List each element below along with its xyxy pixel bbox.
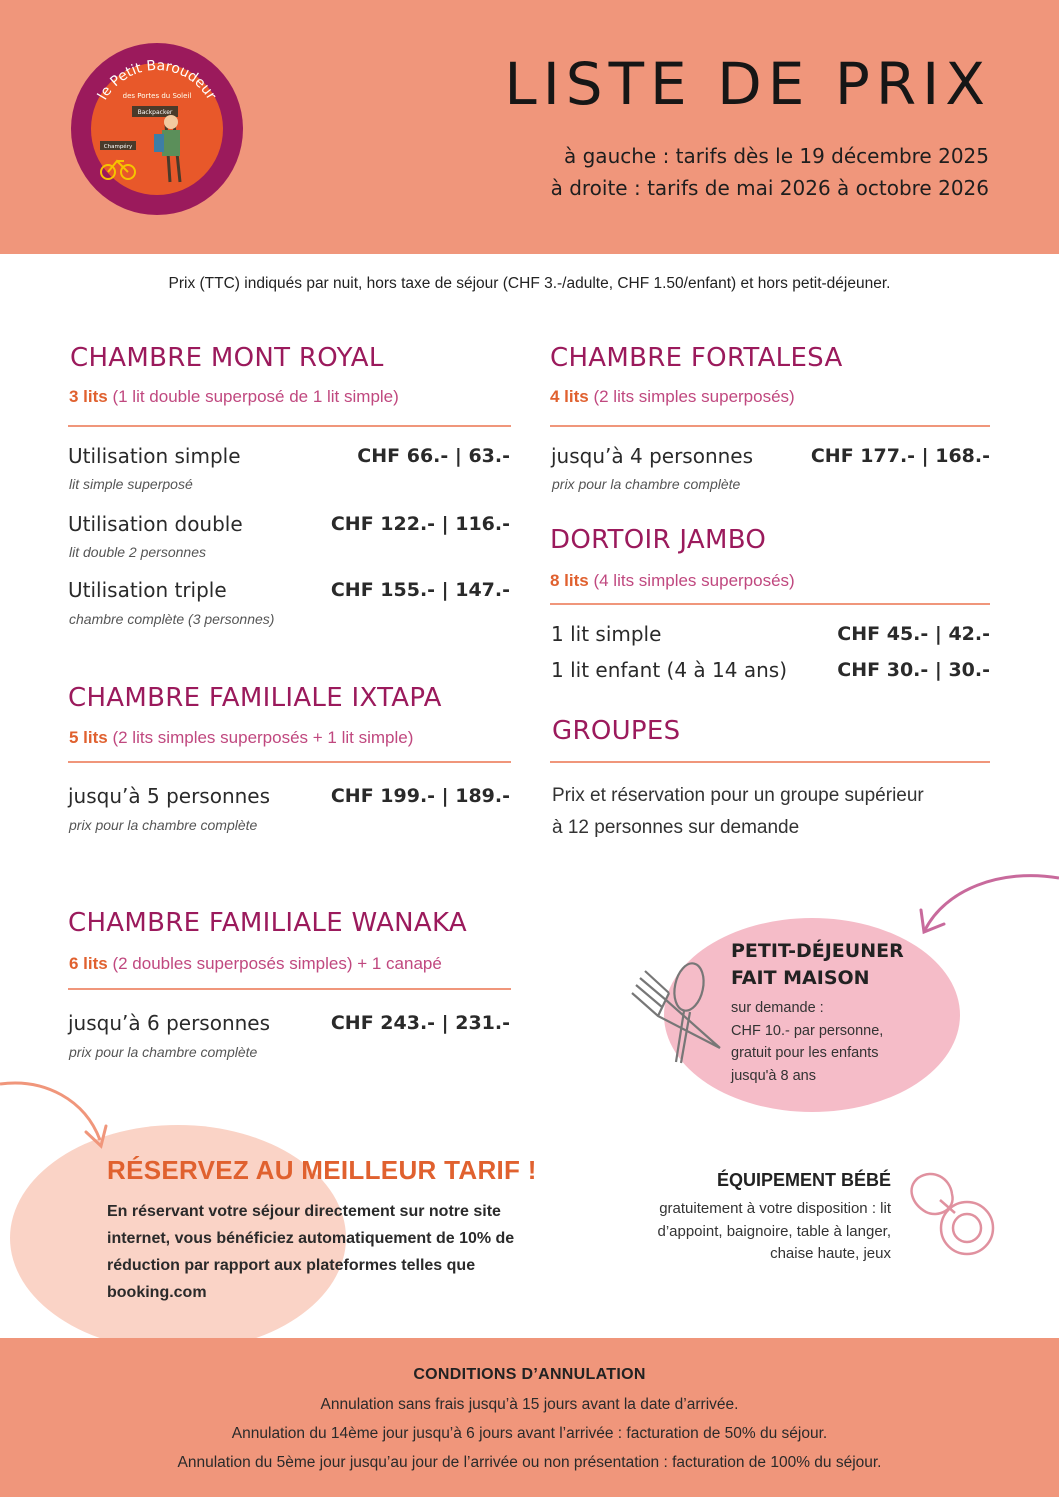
- breakfast-text: [731, 997, 931, 1087]
- divider: [550, 603, 990, 605]
- groups-title: GROUPES: [552, 716, 681, 746]
- room-beds-ixtapa: [69, 728, 413, 748]
- price-row-sub: lit simple superposé: [69, 476, 193, 492]
- breakfast-title: [731, 938, 931, 992]
- cancellation-line: Annulation du 14ème jour jusqu’à 6 jours avant l’arrivée : facturation de 50% du séjour.: [231, 1425, 828, 1442]
- logo: [70, 42, 244, 216]
- beds-count: 5 lits: [69, 728, 108, 747]
- booking-text: En réservant votre séjour directement sur notre site internet, vous bénéficiez automatiquement de 10% de réduction par rapport aux plateformes telles que booking.com: [107, 1203, 515, 1301]
- beds-detail: (2 doubles superposés simples) + 1 canapé: [107, 954, 442, 973]
- logo-subtitle: des Portes du Soleil: [122, 92, 192, 100]
- room-title-ixtapa: CHAMBRE FAMILIALE IXTAPA: [68, 683, 442, 713]
- price-row-sub: prix pour la chambre complète: [69, 1044, 258, 1060]
- baby-text: gratuitement à votre disposition : lit d’appoint, baignoire, table à langer, chaise haute, jeux: [657, 1200, 891, 1262]
- price-row-price: CHF 177.- | 168.-: [810, 445, 990, 467]
- groups-text: [552, 780, 924, 844]
- breakfast-line: CHF 10.- par personne,: [731, 1022, 884, 1039]
- beds-detail: (2 lits simples superposés + 1 lit simple): [107, 728, 414, 747]
- room-beds-fortalesa: [550, 387, 795, 407]
- price-row-price: CHF 155.- | 147.-: [330, 579, 510, 601]
- cancellation-line: Annulation sans frais jusqu’à 15 jours avant la date d’arrivée.: [320, 1396, 739, 1413]
- room-beds-wanaka: [69, 954, 442, 974]
- breakfast-line: sur demande :: [731, 1000, 824, 1016]
- price-row-label: Utilisation triple: [68, 578, 227, 602]
- beds-count: 6 lits: [69, 954, 108, 973]
- beds-detail: (1 lit double superposé de 1 lit simple): [107, 387, 399, 406]
- cancellation-footer: [0, 1338, 1059, 1497]
- logo-sign-champery: Champéry: [103, 144, 133, 150]
- price-row-price: CHF 45.- | 42.-: [837, 623, 990, 645]
- arrow-head-icon: [921, 910, 944, 932]
- groups-line: à 12 personnes sur demande: [552, 817, 800, 838]
- breakfast-title-line: PETIT-DÉJEUNER: [731, 940, 904, 962]
- room-beds-jambo: [550, 571, 795, 591]
- room-title-fortalesa: CHAMBRE FORTALESA: [550, 343, 843, 373]
- divider: [68, 425, 511, 427]
- price-row-sub: prix pour la chambre complète: [552, 476, 741, 492]
- breakfast-title-line: FAIT MAISON: [731, 967, 870, 989]
- price-row-label: Utilisation double: [68, 512, 243, 536]
- page-title: LISTE DE PRIX: [504, 50, 991, 118]
- beds-detail: (4 lits simples superposés): [588, 571, 795, 590]
- price-row-sub: prix pour la chambre complète: [69, 817, 258, 833]
- price-row-label: 1 lit simple: [551, 622, 662, 646]
- price-row-price: CHF 30.- | 30.-: [837, 659, 990, 681]
- price-row-label: jusqu’à 6 personnes: [68, 1011, 271, 1035]
- beds-count: 3 lits: [69, 387, 108, 406]
- date-right: à droite : tarifs de mai 2026 à octobre 2026: [550, 176, 989, 200]
- cancellation-title: CONDITIONS D’ANNULATION: [413, 1366, 646, 1383]
- date-left: à gauche : tarifs dès le 19 décembre 2025: [564, 144, 989, 168]
- room-beds-mont-royal: [69, 387, 399, 407]
- price-row-price: CHF 66.- | 63.-: [357, 445, 510, 467]
- curved-arrow-icon: [925, 876, 1059, 930]
- price-row-sub: lit double 2 personnes: [69, 544, 206, 560]
- price-row-price: CHF 122.- | 116.-: [330, 513, 510, 535]
- beds-count: 4 lits: [550, 387, 589, 406]
- price-row-sub: chambre complète (3 personnes): [69, 611, 275, 627]
- beds-detail: (2 lits simples superposés): [588, 387, 795, 406]
- price-row-label: jusqu’à 5 personnes: [68, 784, 271, 808]
- intro-note: Prix (TTC) indiqués par nuit, hors taxe de séjour (CHF 3.-/adulte, CHF 1.50/enfant) et hors petit-déjeuner.: [168, 275, 891, 292]
- logo-name: le Petit Baroudeur: [94, 57, 220, 103]
- booking-title: RÉSERVEZ AU MEILLEUR TARIF !: [107, 1155, 537, 1185]
- price-row-price: CHF 199.- | 189.-: [330, 785, 510, 807]
- room-title-wanaka: CHAMBRE FAMILIALE WANAKA: [68, 908, 467, 938]
- room-title-jambo: DORTOIR JAMBO: [550, 525, 767, 555]
- price-row-price: CHF 243.- | 231.-: [330, 1012, 510, 1034]
- price-row-label: 1 lit enfant (4 à 14 ans): [551, 658, 788, 682]
- divider: [68, 988, 511, 990]
- beds-count: 8 lits: [550, 571, 589, 590]
- header-banner: [0, 0, 1059, 254]
- pacifier-icon: [912, 1174, 993, 1254]
- divider: [550, 425, 990, 427]
- cancellation-line: Annulation du 5ème jour jusqu’au jour de l’arrivée ou non présentation : facturation de 100% du séjour.: [177, 1454, 882, 1471]
- room-title-mont-royal: CHAMBRE MONT ROYAL: [70, 343, 384, 373]
- groups-line: Prix et réservation pour un groupe supérieur: [552, 785, 924, 806]
- price-row-label: jusqu’à 4 personnes: [551, 444, 754, 468]
- price-row-label: Utilisation simple: [68, 444, 241, 468]
- baby-title: ÉQUIPEMENT BÉBÉ: [716, 1170, 891, 1190]
- breakfast-line: gratuit pour les enfants: [731, 1045, 879, 1061]
- breakfast-line: jusqu'à 8 ans: [731, 1067, 816, 1084]
- divider: [550, 761, 990, 763]
- logo-sign-backpacker: Backpacker: [137, 109, 173, 116]
- divider: [68, 761, 511, 763]
- tariff-dates: [551, 140, 989, 204]
